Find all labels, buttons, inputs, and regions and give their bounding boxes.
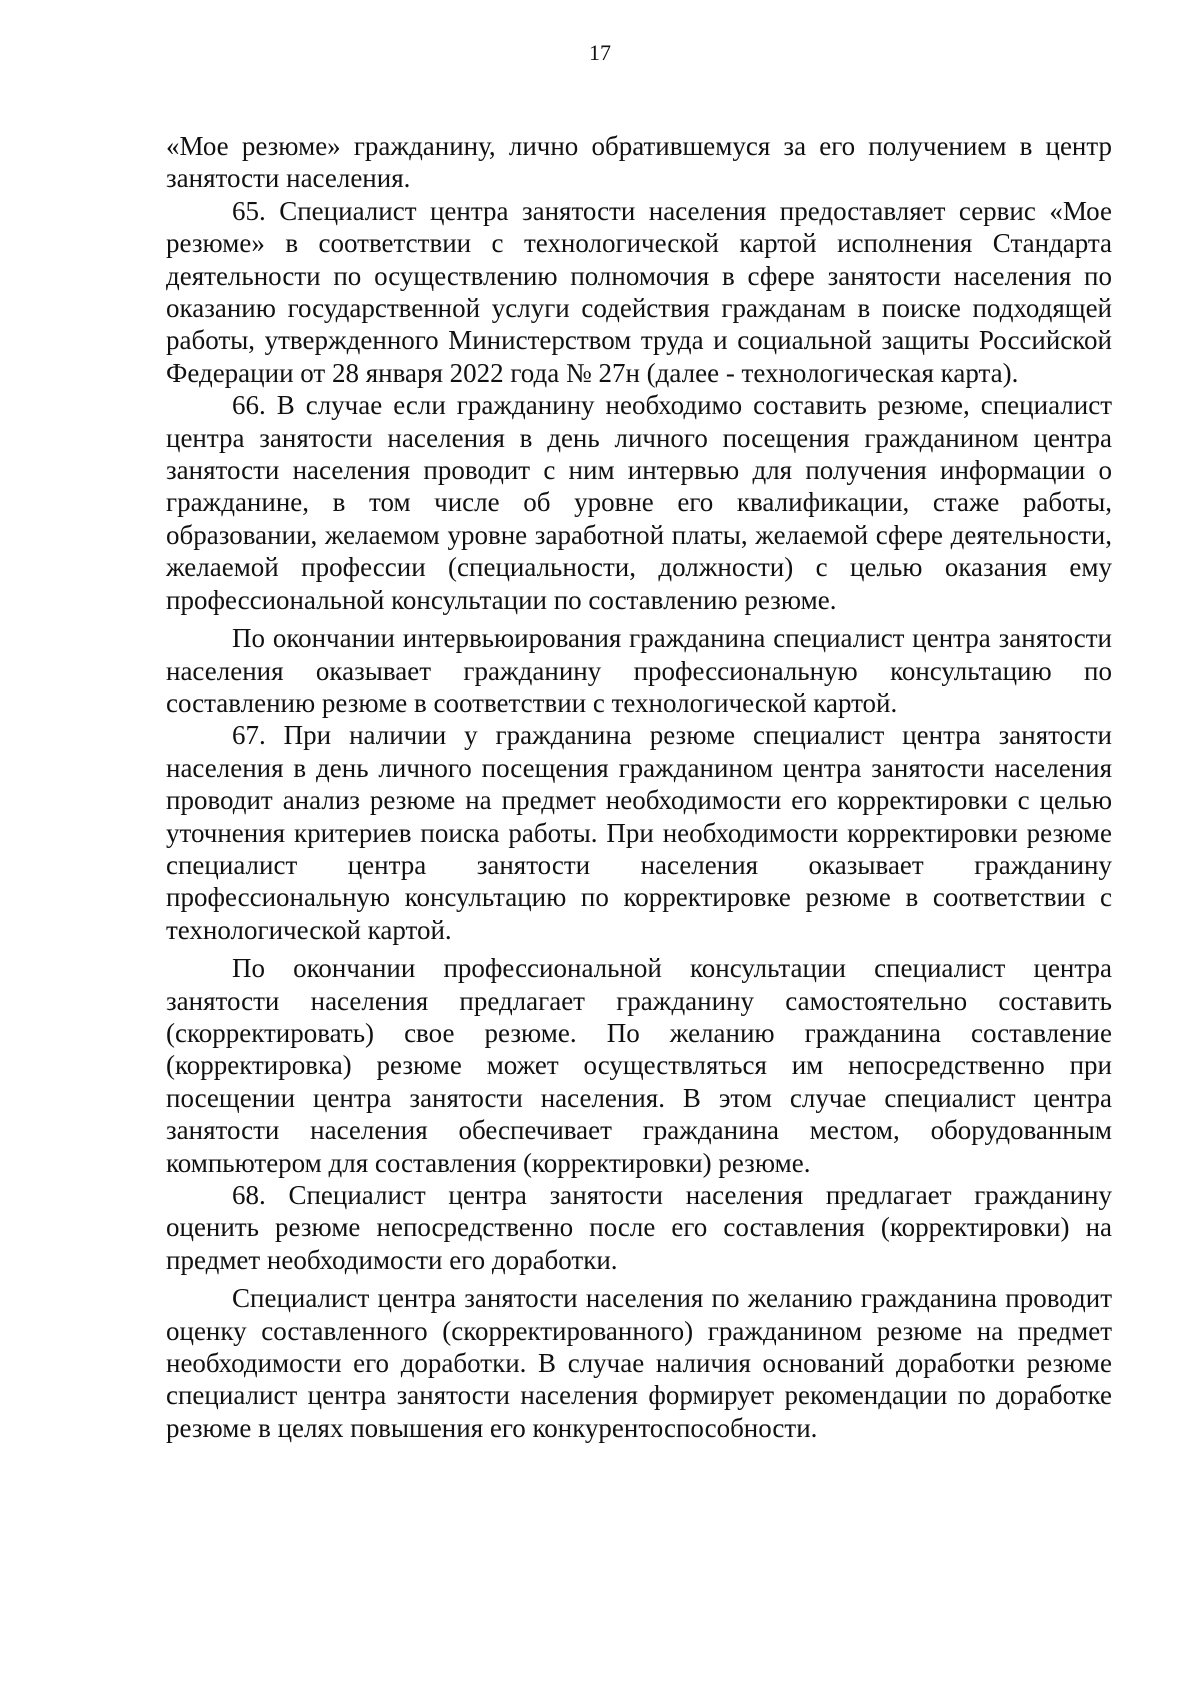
paragraph-65: 65. Специалист центра занятости населения предоставляет сервис «Мое резюме» в соответствии с технологической картой исполнения Стандарта деятельности по осуществлению полномочия в сфере занятости населения по оказанию государственной услуги содействия гражданам в поиске подходящей работы, утвержденного Министерством труда и социальной защиты Российской Федерации от 28 января 2022 года № 27н (далее - технологическая карта). <box>166 195 1112 388</box>
paragraph-67: 67. При наличии у гражданина резюме специалист центра занятости населения в день личного посещения гражданином центра занятости населения проводит анализ резюме на предмет необходимости его корректировки с целью уточнения критериев поиска работы. При необходимости корректировки резюме специалист центра занятости населения оказывает гражданину профессиональную консультацию по корректировке резюме в соответствии с технологической картой. <box>166 720 1112 945</box>
document-body <box>166 130 1112 1444</box>
paragraph-continuation: «Мое резюме» гражданину, лично обратившемуся за его получением в центр занятости населения. <box>166 131 1112 194</box>
page-number: 17 <box>589 40 611 65</box>
paragraph-68: 68. Специалист центра занятости населения предлагает гражданину оценить резюме непосредственно после его составления (корректировки) на предмет необходимости его доработки. <box>166 1180 1112 1275</box>
paragraph-66-continued: По окончании интервьюирования гражданина специалист центра занятости населения оказывает гражданину профессиональную консультацию по составлению резюме в соответствии с технологической картой. <box>166 623 1112 718</box>
paragraph-66: 66. В случае если гражданину необходимо составить резюме, специалист центра занятости населения в день личного посещения гражданином центра занятости населения проводит с ним интервью для получения информации о гражданине, в том числе об уровне его квалификации, стаже работы, образовании, желаемом уровне заработной платы, желаемой сфере деятельности, желаемой профессии (специальности, должности) с целью оказания ему профессиональной консультации по составлению резюме. <box>166 390 1112 615</box>
paragraph-68-continued: Специалист центра занятости населения по желанию гражданина проводит оценку составленного (скорректированного) гражданином резюме на предмет необходимости его доработки. В случае наличия оснований доработки резюме специалист центра занятости населения формирует рекомендации по доработке резюме в целях повышения его конкурентоспособности. <box>166 1283 1112 1443</box>
paragraph-67-continued: По окончании профессиональной консультации специалист центра занятости населения предлагает гражданину самостоятельно составить (скорректировать) свое резюме. По желанию гражданина составление (корректировка) резюме может осуществляться им непосредственно при посещении центра занятости населения. В этом случае специалист центра занятости населения обеспечивает гражданина местом, оборудованным компьютером для составления (корректировки) резюме. <box>166 953 1112 1178</box>
